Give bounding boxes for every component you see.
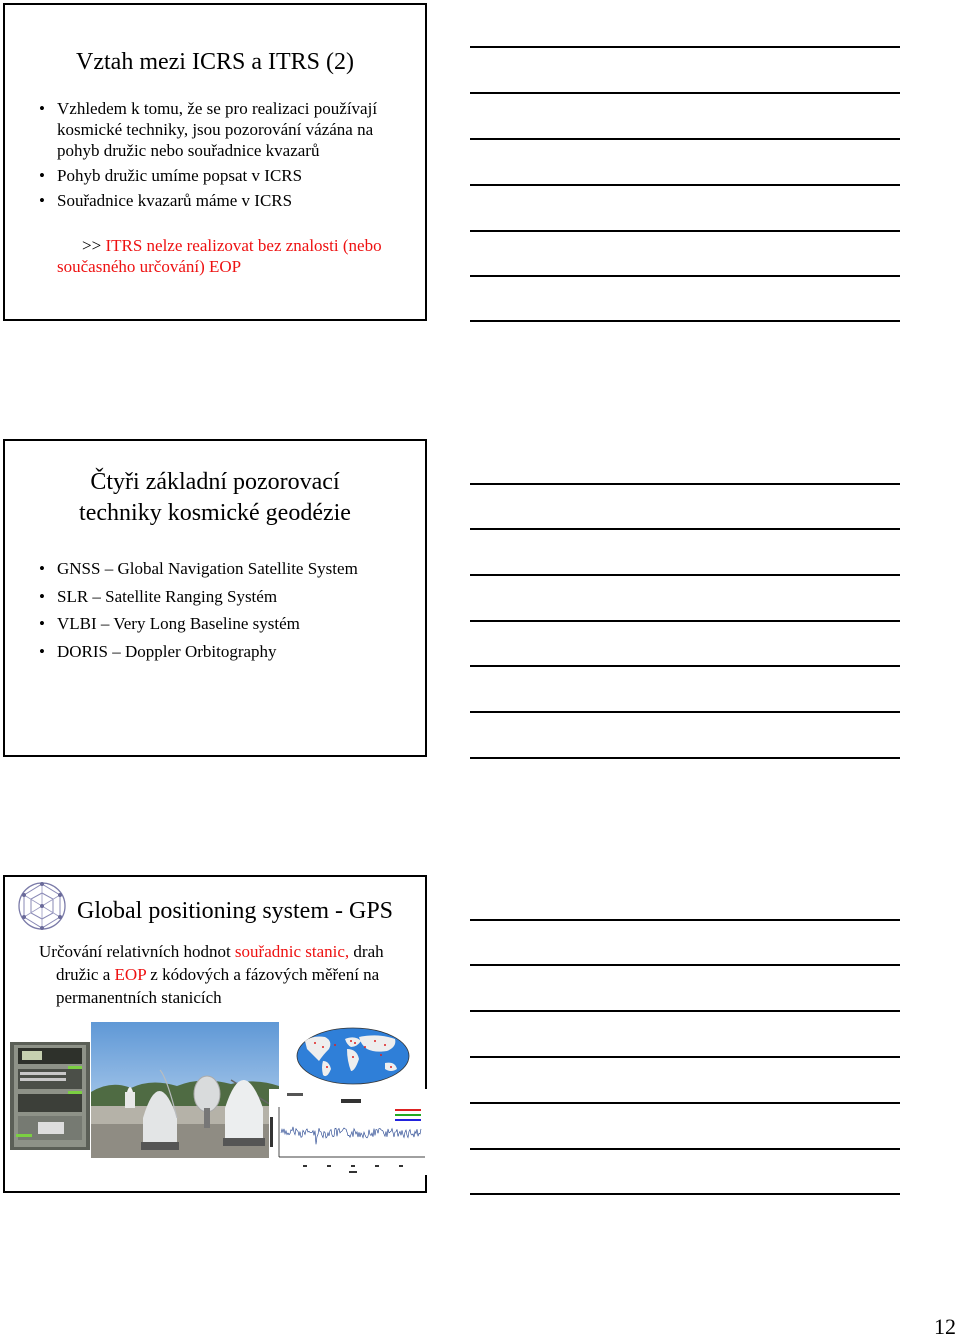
slide-2-bullets bbox=[37, 558, 417, 662]
note-line bbox=[470, 919, 900, 921]
text-red-coordinates: souřadnic stanic, bbox=[234, 942, 350, 961]
note-line bbox=[470, 665, 900, 667]
text-part-1: Určování relativních hodnot bbox=[39, 942, 235, 961]
note-line bbox=[470, 320, 900, 322]
note-line bbox=[470, 92, 900, 94]
note-line bbox=[470, 1193, 900, 1195]
geodetic-sphere-icon bbox=[15, 879, 69, 933]
gps-antennas-photo bbox=[91, 1022, 279, 1158]
note-line bbox=[470, 620, 900, 622]
slide-2-title-line-2: techniky kosmické geodézie bbox=[79, 500, 351, 526]
note-line bbox=[470, 138, 900, 140]
note-line bbox=[470, 757, 900, 759]
note-prefix: >> bbox=[82, 236, 106, 255]
note-line bbox=[470, 1148, 900, 1150]
note-line bbox=[470, 46, 900, 48]
text-red-eop: EOP bbox=[114, 965, 147, 984]
note-line bbox=[470, 964, 900, 966]
note-line bbox=[470, 574, 900, 576]
text-part-2: drah družic a bbox=[56, 942, 384, 984]
note-line bbox=[470, 184, 900, 186]
time-series-plot bbox=[269, 1089, 427, 1175]
slide-2-title-line-1: Čtyři základní pozorovací bbox=[90, 469, 340, 495]
note-line bbox=[470, 275, 900, 277]
slide-1 bbox=[3, 3, 427, 321]
note-line bbox=[470, 711, 900, 713]
bullet-item: • Pohyb družic umíme popsat v ICRS bbox=[37, 165, 397, 186]
note-line bbox=[470, 230, 900, 232]
text-part-3: z kódových a fázových měření na permanentních stanicích bbox=[56, 965, 380, 1007]
bullet-item: • DORIS – Doppler Orbitography bbox=[37, 641, 417, 662]
bullet-item: • VLBI – Very Long Baseline systém bbox=[37, 613, 417, 634]
bullet-item: • SLR – Satellite Ranging Systém bbox=[37, 586, 417, 607]
equipment-cabinet-photo bbox=[10, 1042, 90, 1150]
slide-1-note bbox=[57, 235, 387, 277]
note-line bbox=[470, 528, 900, 530]
slide-3 bbox=[3, 875, 427, 1193]
slide-1-bullets bbox=[37, 98, 397, 211]
slide-3-title: Global positioning system - GPS bbox=[77, 898, 394, 924]
note-line bbox=[470, 1102, 900, 1104]
slide-3-text bbox=[39, 940, 426, 1009]
note-line bbox=[470, 1056, 900, 1058]
bullet-item: • Souřadnice kvazarů máme v ICRS bbox=[37, 190, 397, 211]
page-number: 12 bbox=[934, 1314, 956, 1339]
slide-1-title: Vztah mezi ICRS a ITRS (2) bbox=[76, 49, 354, 75]
bullet-item: • Vzhledem k tomu, že se pro realizaci používají kosmické techniky, jsou pozorování vázána na pohyb družic nebo souřadnice kvazarů bbox=[37, 98, 397, 161]
slide-2-title bbox=[5, 467, 425, 529]
note-red-text: ITRS nelze realizovat bez znalosti (nebo současného určování) EOP bbox=[57, 236, 382, 276]
slide-2 bbox=[3, 439, 427, 757]
note-line bbox=[470, 1010, 900, 1012]
note-line bbox=[470, 483, 900, 485]
world-map bbox=[295, 1027, 411, 1085]
bullet-item: • GNSS – Global Navigation Satellite System bbox=[37, 558, 417, 579]
